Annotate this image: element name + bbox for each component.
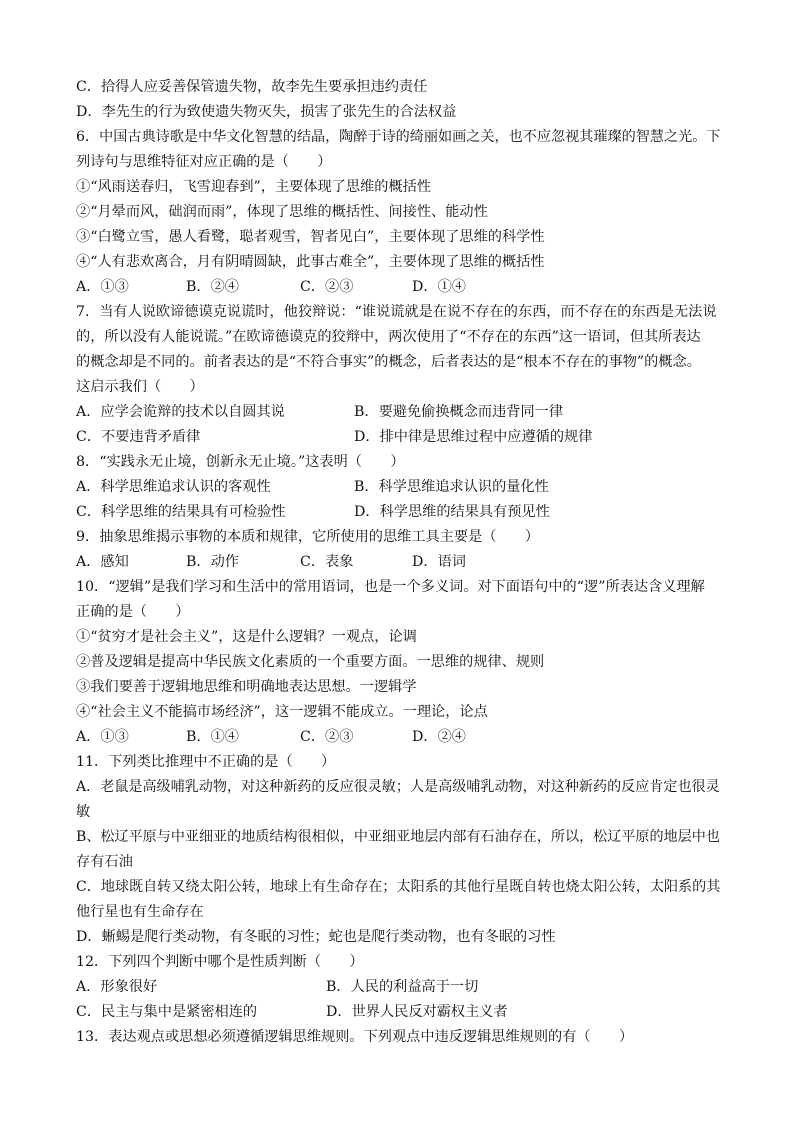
q9-option-b: B．动作	[186, 554, 239, 570]
q11-option-b-line1: B、松辽平原与中亚细亚的地质结构很相似，中亚细亚地层内部有石油存在，所以，松辽平原的地层中也	[76, 829, 720, 845]
q8-stem: 8．“实践永无止境，创新永无止境。”这表明（ ）	[76, 454, 405, 470]
q10-stem-line2: 正确的是（ ）	[76, 604, 190, 620]
q11-option-c-line1: C．地球既自转又绕太阳公转，地球上有生命存在；太阳系的其他行星既自转也烧太阳公转，太阳系的其	[76, 879, 721, 895]
q12-option-d: D．世界人民反对霸权主义者	[326, 1004, 508, 1020]
q6-statement-1: ①“风雨送春归，飞雪迎春到”，主要体现了思维的概括性	[76, 179, 432, 195]
q10-statement-1: ①“贫穷才是社会主义”，这是什么逻辑？一观点，论调	[76, 629, 417, 645]
q6-stem-line2: 列诗句与思维特征对应正确的是（ ）	[76, 154, 332, 170]
q6-statement-2: ②“月晕而风，础润而雨”，体现了思维的概括性、间接性、能动性	[76, 204, 488, 220]
q11-option-c-line2: 他行星也有生命存在	[76, 904, 204, 920]
q7-option-a: A．应学会诡辩的技术以自圆其说	[76, 404, 285, 420]
q12-option-c: C．民主与集中是紧密相连的	[76, 1004, 258, 1020]
q7-stem-line3: 的概念却是不同的。前者表达的是“不符合事实”的概念，后者表达的是“根本不存在的事物”的概念。	[76, 354, 701, 370]
q5-option-d: D．李先生的行为致使遗失物灭失，损害了张先生的合法权益	[76, 104, 457, 120]
q7-stem-line1: 7．当有人说欧谛德谟克说谎时，他狡辩说：“谁说谎就是在说不存在的东西，而不存在的东西是无法说	[76, 304, 717, 320]
q8-option-d: D．科学思维的结果具有预见性	[354, 504, 550, 520]
q12-option-a: A．形象很好	[76, 979, 158, 995]
q10-option-a: A．①③	[76, 729, 129, 745]
q7-option-d: D．排中律是思维过程中应遵循的规律	[354, 429, 593, 445]
q12-option-b: B．人民的利益高于一切	[326, 979, 479, 995]
q5-option-c: C．拾得人应妥善保管遗失物，故李先生要承担违约责任	[76, 79, 428, 95]
q6-statement-4: ④“人有悲欢离合，月有阴晴圆缺，此事古难全”，主要体现了思维的概括性	[76, 254, 545, 270]
q10-statement-4: ④“社会主义不能搞市场经济”，这一逻辑不能成立。一理论，论点	[76, 704, 488, 720]
q10-option-d: D．②④	[412, 729, 466, 745]
q12-stem: 12．下列四个判断中哪个是性质判断（ ）	[76, 954, 364, 970]
q10-statement-2: ②普及逻辑是提高中华民族文化素质的一个重要方面。一思维的规律、规则	[76, 654, 545, 670]
q8-option-b: B．科学思维追求认识的量化性	[354, 479, 549, 495]
q11-stem: 11．下列类比推理中不正确的是（ ）	[76, 754, 336, 770]
q7-stem-line4: 这启示我们（ ）	[76, 379, 204, 395]
q6-option-d: D．①④	[412, 279, 466, 295]
q10-option-b: B．①④	[186, 729, 239, 745]
q11-option-b-line2: 存有石油	[76, 854, 133, 870]
q7-option-c: C．不要违背矛盾律	[76, 429, 201, 445]
q9-option-c: C．表象	[300, 554, 354, 570]
q11-option-a-line2: 敏	[76, 804, 91, 820]
q9-option-d: D．语词	[412, 554, 466, 570]
q10-stem-line1: 10．“逻辑”是我们学习和生活中的常用语词，也是一个多义词。对下面语句中的“逻”所表达含义理解	[76, 579, 705, 595]
q8-option-a: A．科学思维追求认识的客观性	[76, 479, 271, 495]
q7-stem-line2: 的，所以没有人能说谎。”在欧谛德谟克的狡辩中，两次使用了“不存在的东西”这一语词，但其所表达	[76, 329, 701, 345]
q11-option-a-line1: A．老鼠是高级哺乳动物，对这种新药的反应很灵敏；人是高级哺乳动物，对这种新药的反应肯定也很灵	[76, 779, 720, 795]
q11-option-d: D．蜥蜴是爬行类动物，有冬眠的习性；蛇也是爬行类动物，也有冬眠的习性	[76, 929, 556, 945]
q6-statement-3: ③“白鹭立雪，愚人看鹭，聪者观雪，智者见白”，主要体现了思维的科学性	[76, 229, 545, 245]
q6-option-a: A．①③	[76, 279, 129, 295]
q9-stem: 9．抽象思维揭示事物的本质和规律，它所使用的思维工具主要是（ ）	[76, 529, 540, 545]
q6-option-b: B．②④	[186, 279, 239, 295]
q6-stem-line1: 6．中国古典诗歌是中华文化智慧的结晶，陶醉于诗的绮丽如画之关，也不应忽视其璀璨的智慧之光。下	[76, 129, 721, 145]
q13-stem: 13．表达观点或思想必须遵循逻辑思维规则。下列观点中违反逻辑思维规则的有（ ）	[76, 1029, 634, 1045]
q7-option-b: B．要避免偷换概念而违背同一律	[354, 404, 564, 420]
q9-option-a: A．感知	[76, 554, 129, 570]
q10-statement-3: ③我们要善于逻辑地思维和明确地表达思想。一逻辑学	[76, 679, 417, 695]
q6-option-c: C．②③	[300, 279, 354, 295]
q10-option-c: C．②③	[300, 729, 354, 745]
q8-option-c: C．科学思维的结果具有可检验性	[76, 504, 286, 520]
